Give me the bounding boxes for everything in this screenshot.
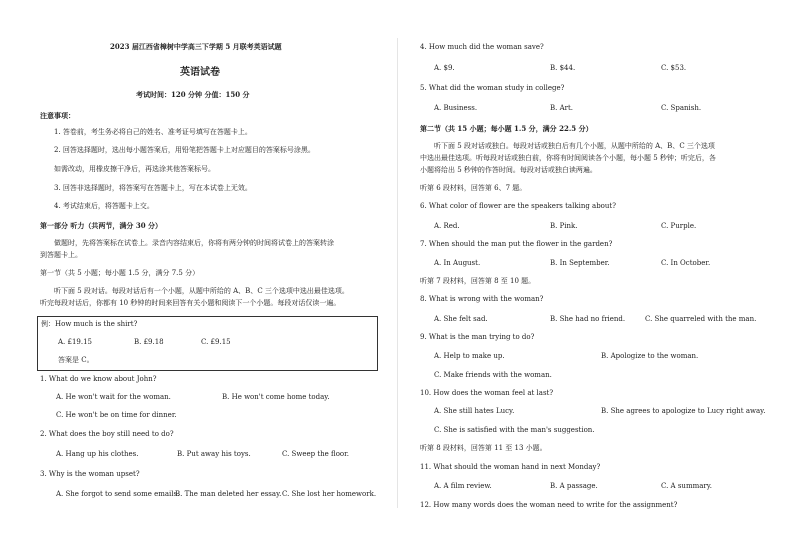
option: A. She still hates Lucy. bbox=[434, 407, 515, 415]
note-item: 如需改动，用橡皮擦干净后，再选涂其他答案标号。 bbox=[54, 165, 215, 173]
option: B. Art. bbox=[550, 104, 574, 112]
column-divider bbox=[397, 38, 398, 508]
part1-intro: 到答题卡上。 bbox=[40, 251, 82, 259]
material-note: 听第 8 段材料，回答第 11 至 13 小题。 bbox=[420, 444, 547, 452]
material-note: 听第 6 段材料，回答第 6、7 题。 bbox=[420, 184, 527, 192]
example-option: C. £9.15 bbox=[201, 338, 231, 346]
option: C. In October. bbox=[661, 259, 711, 267]
part1-heading: 第一部分 听力（共两节，满分 30 分） bbox=[40, 221, 163, 230]
option: A. $9. bbox=[434, 64, 455, 72]
note-item: 1. 答卷前，考生务必将自己的姓名、准考证号填写在答题卡上。 bbox=[54, 128, 252, 136]
option: C. Sweep the floor. bbox=[282, 450, 349, 458]
section2-intro: 小题将给出 5 秒钟的作答时间。每段对话或独白读两遍。 bbox=[420, 166, 597, 174]
question-1: 1. What do we know about John? bbox=[40, 375, 157, 383]
note-item: 4. 考试结束后，将答题卡上交。 bbox=[54, 202, 154, 210]
option: B. Pink. bbox=[550, 222, 578, 230]
exam-info: 考试时间：120 分钟 分值：150 分 bbox=[136, 90, 250, 99]
option: A. A film review. bbox=[434, 482, 492, 490]
example-option: B. £9.18 bbox=[134, 338, 164, 346]
option: B. Apologize to the woman. bbox=[601, 352, 699, 360]
note-item: 3. 回答非选择题时，将答案写在答题卡上，写在本试卷上无效。 bbox=[54, 184, 252, 192]
question-10: 10. How does the woman feel at last? bbox=[420, 389, 554, 397]
option: C. She lost her homework. bbox=[282, 490, 377, 498]
question-12: 12. How many words does the woman need to write for the assignment? bbox=[420, 501, 678, 509]
option: A. In August. bbox=[434, 259, 481, 267]
option: B. In September. bbox=[550, 259, 610, 267]
example-answer: 答案是 C。 bbox=[58, 356, 94, 364]
question-9: 9. What is the man trying to do? bbox=[420, 333, 535, 341]
section2-intro: 听下面 5 段对话或独白。每段对话或独白后有几个小题，从题中所给的 A、B、C 三个选项 bbox=[434, 142, 715, 150]
option: C. Make friends with the woman. bbox=[434, 371, 552, 379]
option: A. She felt sad. bbox=[434, 315, 488, 323]
question-4: 4. How much did the woman save? bbox=[420, 43, 544, 51]
option: A. Red. bbox=[434, 222, 460, 230]
question-3: 3. Why is the woman upset? bbox=[40, 470, 140, 478]
option: B. He won't come home today. bbox=[222, 393, 330, 401]
note-item: 2. 回答选择题时，选出每小题答案后，用铅笔把答题卡上对应题目的答案标号涂黑。 bbox=[54, 146, 315, 154]
option: A. He won't wait for the woman. bbox=[56, 393, 171, 401]
section1-heading: 第一节（共 5 小题；每小题 1.5 分，满分 7.5 分） bbox=[40, 269, 200, 277]
question-11: 11. What should the woman hand in next Monday? bbox=[420, 463, 601, 471]
notes-heading: 注意事项： bbox=[40, 111, 75, 120]
example-option: A. £19.15 bbox=[58, 338, 92, 346]
material-note: 听第 7 段材料，回答第 8 至 10 题。 bbox=[420, 277, 536, 285]
option: C. He won't be on time for dinner. bbox=[56, 411, 177, 419]
question-8: 8. What is wrong with the woman? bbox=[420, 295, 544, 303]
section1-intro: 听下面 5 段对话。每段对话后有一个小题，从题中所给的 A、B、C 三个选项中选出最佳选项。 bbox=[54, 287, 349, 295]
option: B. $44. bbox=[550, 64, 576, 72]
option: C. $53. bbox=[661, 64, 687, 72]
section1-intro: 听完每段对话后，你都有 10 秒钟的时间来回答有关小题和阅读下一个小题。每段对话仅读一遍。 bbox=[40, 299, 341, 307]
question-6: 6. What color of flower are the speakers talking about? bbox=[420, 202, 616, 210]
option: B. A passage. bbox=[550, 482, 598, 490]
document-title: 2023 届江西省樟树中学高三下学期 5 月联考英语试题 bbox=[110, 42, 282, 51]
option: C. Purple. bbox=[661, 222, 697, 230]
question-7: 7. When should the man put the flower in the garden? bbox=[420, 240, 613, 248]
option: A. Hang up his clothes. bbox=[56, 450, 139, 458]
option: B. She agrees to apologize to Lucy right away. bbox=[601, 407, 766, 415]
part1-intro: 做题时，先将答案标在试卷上。录音内容结束后，你将有两分钟的时间将试卷上的答案转涂 bbox=[54, 239, 334, 247]
example-question: 例：How much is the shirt? bbox=[41, 320, 138, 328]
option: C. A summary. bbox=[661, 482, 712, 490]
option: B. The man deleted her essay. bbox=[175, 490, 282, 498]
document-subtitle: 英语试卷 bbox=[180, 67, 220, 78]
option: B. Put away his toys. bbox=[177, 450, 251, 458]
option: A. Help to make up. bbox=[434, 352, 505, 360]
option: B. She had no friend. bbox=[550, 315, 626, 323]
question-5: 5. What did the woman study in college? bbox=[420, 84, 565, 92]
section2-heading: 第二节（共 15 小题；每小题 1.5 分，满分 22.5 分） bbox=[420, 124, 593, 133]
option: C. Spanish. bbox=[661, 104, 702, 112]
option: A. She forgot to send some emails. bbox=[56, 490, 180, 498]
question-2: 2. What does the boy still need to do? bbox=[40, 430, 174, 438]
section2-intro: 中选出最佳选项。听每段对话或独白前，你将有时间阅读各个小题，每小题 5 秒钟；听完后，各 bbox=[420, 154, 716, 162]
option: A. Business. bbox=[434, 104, 478, 112]
option: C. She is satisfied with the man's suggestion. bbox=[434, 426, 595, 434]
option: C. She quarreled with the man. bbox=[645, 315, 757, 323]
